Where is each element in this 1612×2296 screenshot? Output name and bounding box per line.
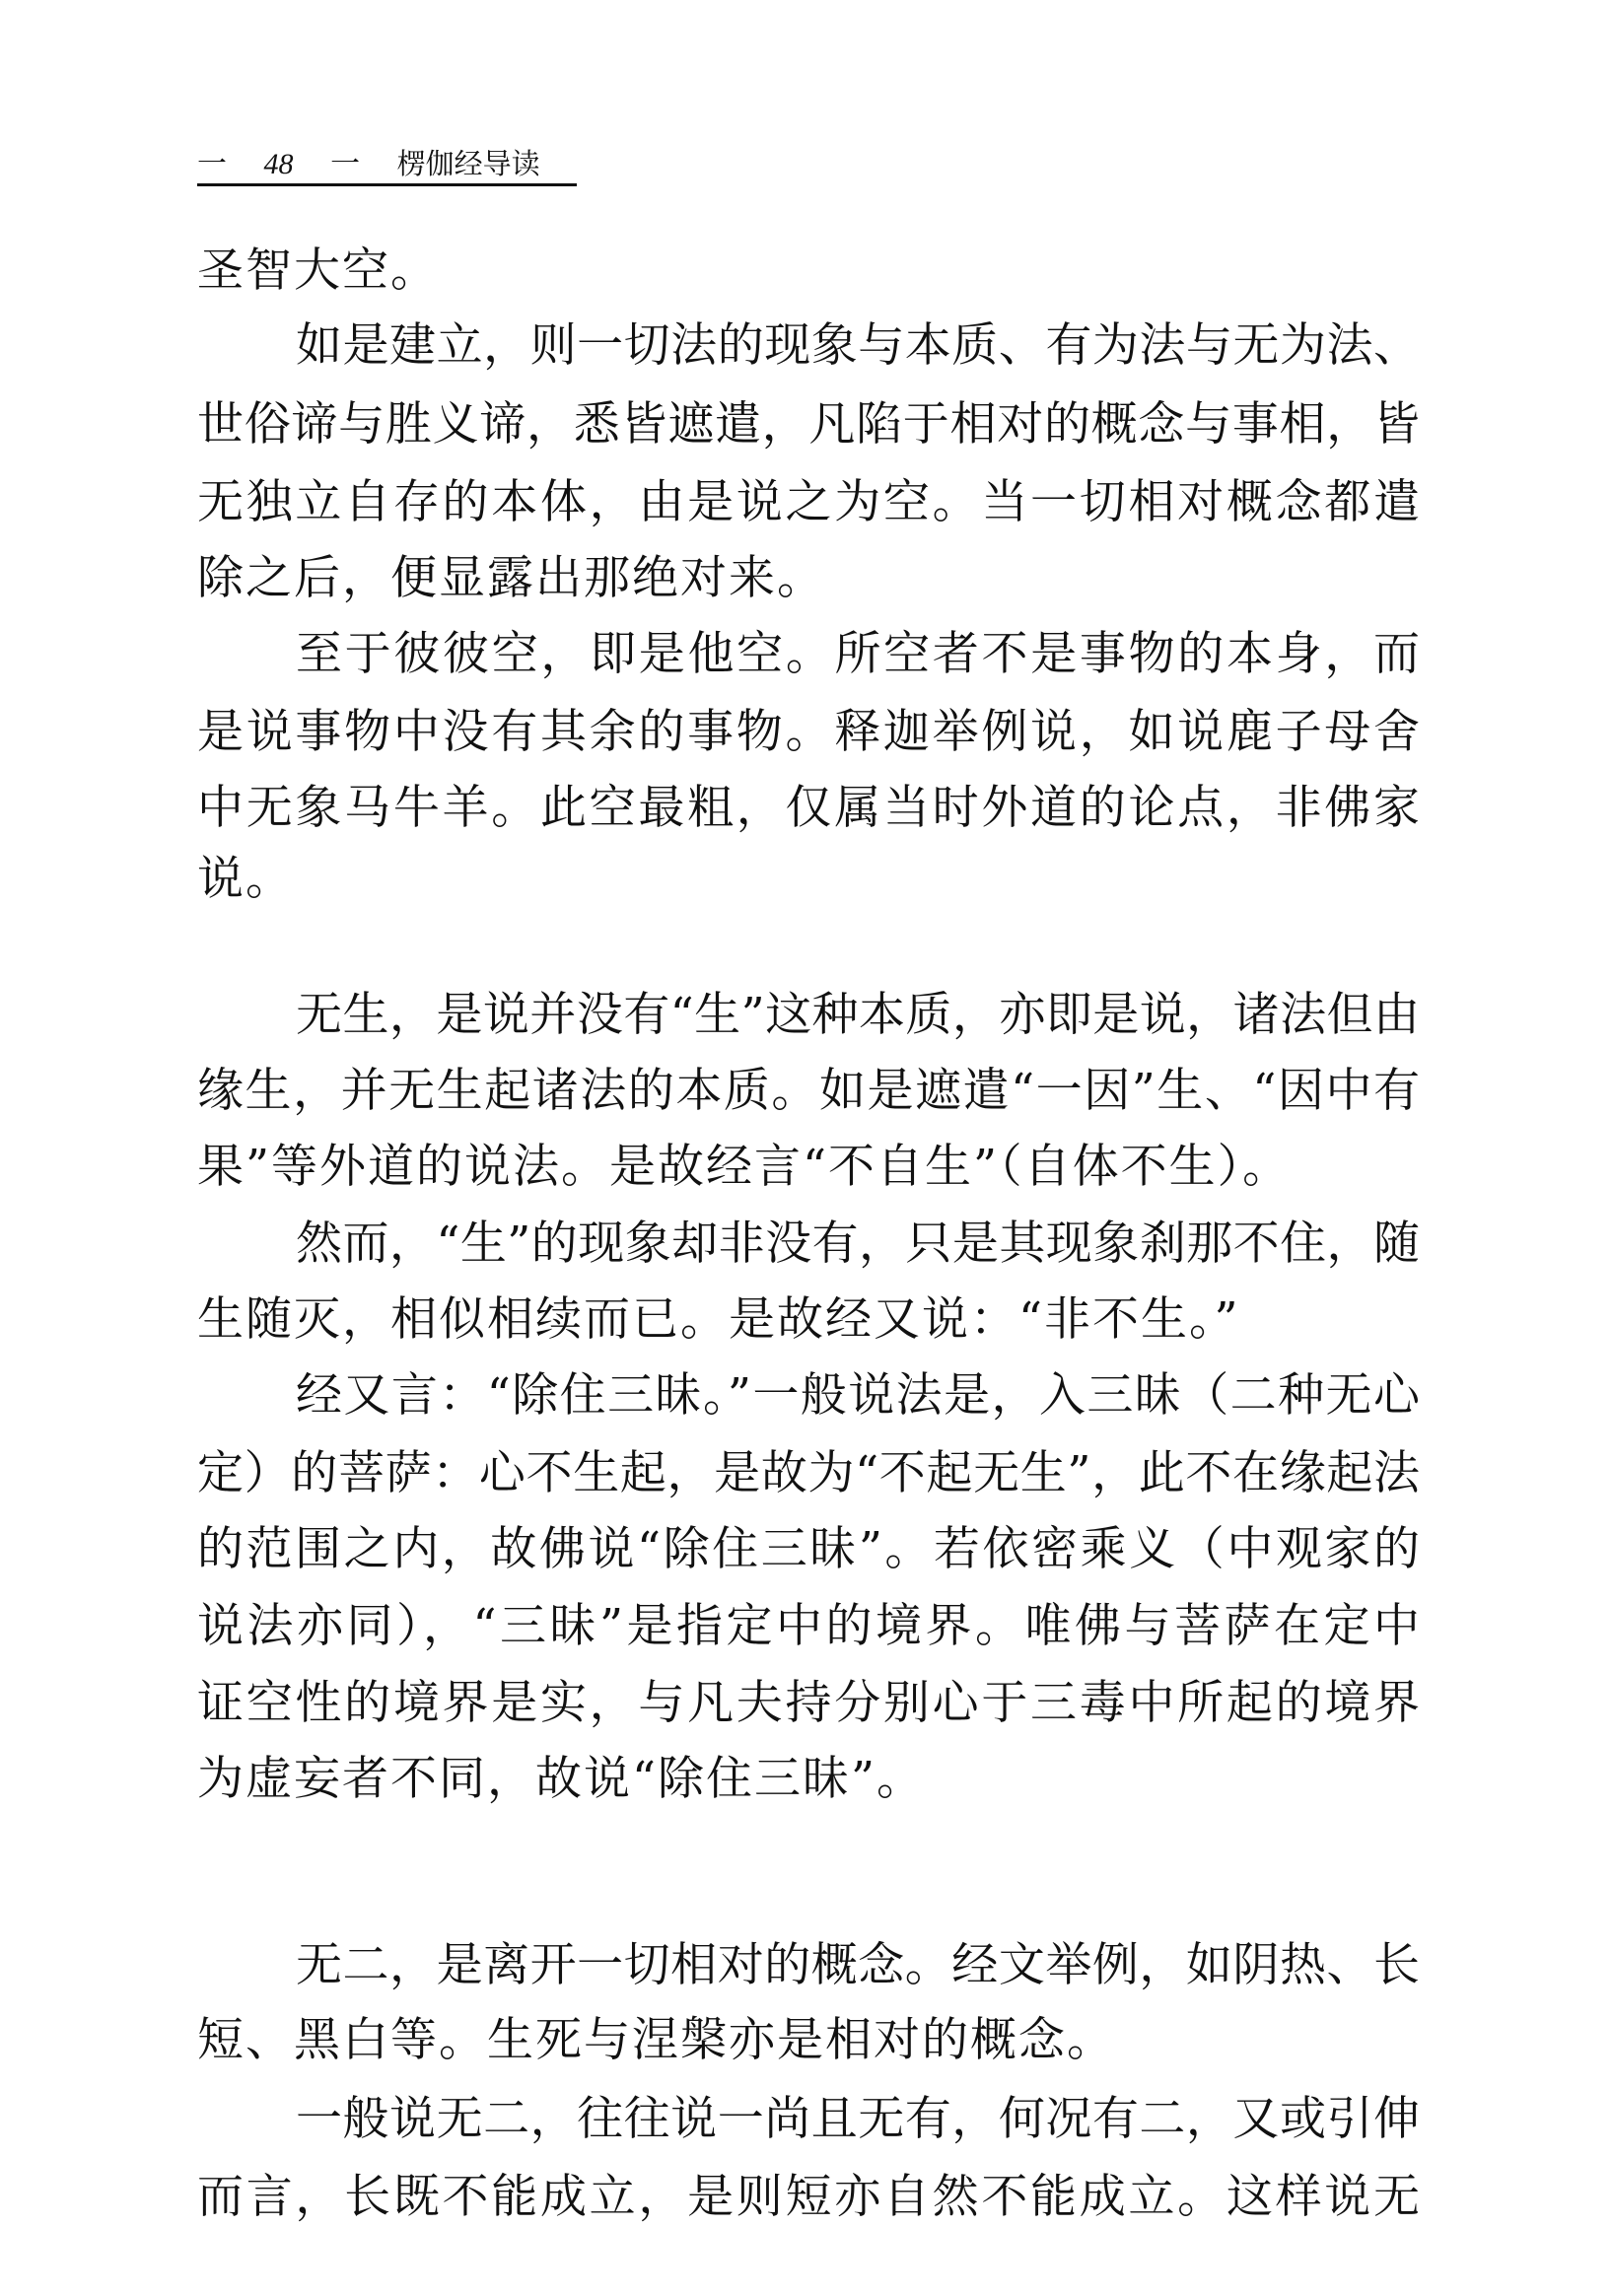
text-line: 为虚妄者不同，故说“除住三昧”。 — [197, 1752, 926, 1806]
text-line: 如是建立，则一切法的现象与本质、有为法与无为法、 — [296, 318, 1420, 373]
text-line: 是说事物中没有其余的事物。释迦举例说，如说鹿子母舍 — [197, 705, 1420, 759]
text-line: 无二，是离开一切相对的概念。经文举例，如阴热、长 — [296, 1938, 1420, 1992]
text-line: 一般说无二，往往说一尚且无有，何况有二，又或引伸 — [296, 2092, 1420, 2146]
text-line: 圣智大空。 — [197, 244, 439, 298]
text-line: 说法亦同），“三昧”是指定中的境界。唯佛与菩萨在定中 — [197, 1599, 1420, 1653]
text-line: 世俗谛与胜义谛，悉皆遮遣，凡陷于相对的概念与事相，皆 — [197, 397, 1420, 452]
text-line: 定）的菩萨：心不生起，是故为“不起无生”，此不在缘起法 — [197, 1446, 1420, 1500]
running-header — [197, 144, 577, 186]
text-line: 无生，是说并没有“生”这种本质，亦即是说，诸法但由 — [296, 988, 1420, 1042]
text-line: 经又言：“除住三昧。”一般说法是，入三昧（二种无心 — [296, 1368, 1420, 1423]
text-line: 说。 — [197, 852, 294, 906]
text-line: 短、黑白等。生死与涅槃亦是相对的概念。 — [197, 2013, 1115, 2067]
text-line: 而言，长既不能成立，是则短亦自然不能成立。这样说无 — [197, 2170, 1420, 2224]
text-line: 至于彼彼空，即是他空。所空者不是事物的本身，而 — [296, 627, 1420, 681]
text-line: 果”等外道的说法。是故经言“不自生”（自体不生）。 — [197, 1140, 1292, 1194]
text-line: 中无象马牛羊。此空最粗，仅属当时外道的论点，非佛家 — [197, 781, 1420, 835]
header-dash-right: 一 — [330, 147, 361, 181]
text-line: 除之后，便显露出那绝对来。 — [197, 551, 825, 605]
text-line: 证空性的境界是实，与凡夫持分别心于三毒中所起的境界 — [197, 1676, 1420, 1730]
text-line: 无独立自存的本体，由是说之为空。当一切相对概念都遣 — [197, 475, 1420, 529]
book-title: 楞伽经导读 — [396, 147, 540, 180]
text-line: 缘生，并无生起诸法的本质。如是遮遣“一因”生、“因中有 — [197, 1064, 1420, 1118]
page-number: 48 — [263, 148, 294, 180]
text-line: 生随灭，相似相续而已。是故经又说：“非不生。” — [197, 1292, 1240, 1347]
text-line: 的范围之内，故佛说“除住三昧”。若依密乘义（中观家的 — [197, 1522, 1420, 1576]
text-line: 然而，“生”的现象却非没有，只是其现象刹那不住，随 — [296, 1217, 1420, 1271]
header-dash-left: 一 — [197, 147, 227, 181]
